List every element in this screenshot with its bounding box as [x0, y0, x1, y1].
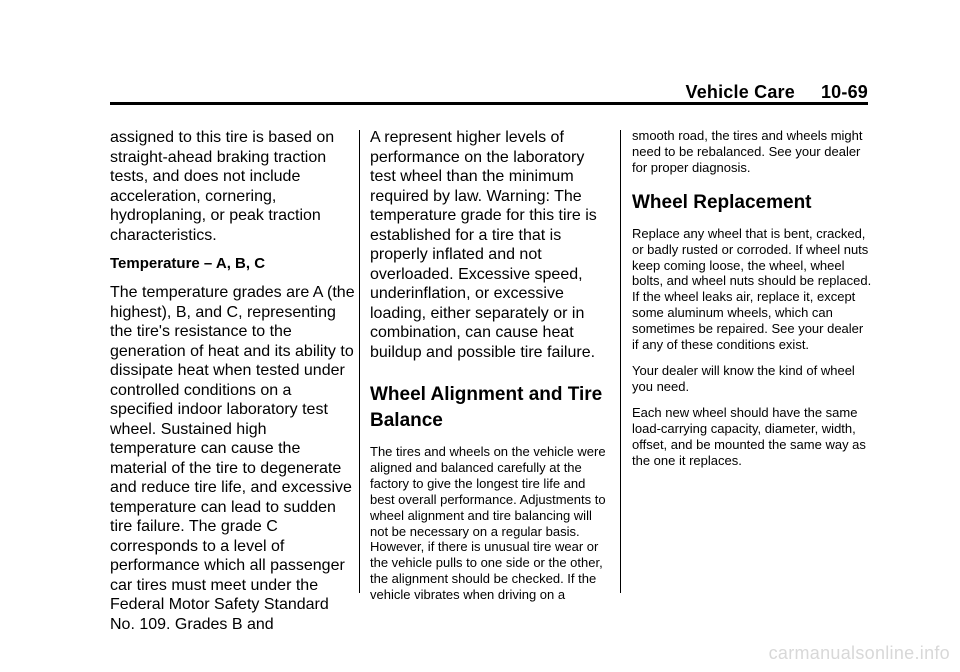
column-3 [632, 128, 872, 478]
paragraph-rebalance: smooth road, the tires and wheels might need to be rebalanced. See your dealer for proper diagnosis. [632, 128, 863, 175]
paragraph-dealer-know: Your dealer will know the kind of wheel you need. [632, 362, 855, 394]
page-number: 10-69 [820, 82, 868, 102]
column-2 [370, 128, 610, 613]
paragraph-replace-wheel: Replace any wheel that is bent, cracked, or badly rusted or corroded. If wheel nuts keep coming loose, the wheel, wheel bolts, and wheel nuts should be replaced. If the wheel leaks air, replace it, except some aluminum wheels, which can sometimes be repaired. See your dealer if any of these conditions exist. [632, 225, 872, 353]
watermark: carmanualsonline.info [768, 643, 950, 663]
column-1 [110, 128, 355, 643]
paragraph-traction-continued: assigned to this tire is based on straight-ahead braking traction tests, and does not include acceleration, cornering, hydroplaning, or peak traction characteristics. [110, 129, 335, 244]
paragraph-temperature-continued: A represent higher levels of performance on the laboratory test wheel than the minimum required by law. Warning: The temperature grade for this tire is established for a tire that is properly inflated and not overloaded. Excessive speed, underinflation, or excessive loading, either separately or in combination, can cause heat buildup and possible tire failure. [370, 129, 597, 361]
paragraph-new-wheel: Each new wheel should have the same load-carrying capacity, diameter, width, offset, and be mounted the same way as the one it replaces. [632, 404, 866, 468]
header-rule [110, 102, 868, 105]
section-title: Vehicle Care [685, 82, 795, 102]
heading-wheel-alignment: Wheel Alignment and Tire Balance [370, 384, 603, 431]
column-divider-1 [359, 130, 360, 593]
subheading-temperature: Temperature – A, B, C [110, 255, 266, 272]
column-divider-2 [620, 130, 621, 593]
paragraph-wheel-alignment: The tires and wheels on the vehicle were aligned and balanced carefully at the factory to give the longest tire life and best overall performance. Adjustments to wheel alignment and tire balancing will not be necessary on a regular basis. However, if there is unusual tire wear or the vehicle pulls to one side or the other, the alignment should be checked. If the vehicle vibrates when driving on a [370, 444, 606, 603]
running-header [685, 82, 868, 103]
heading-wheel-replacement: Wheel Replacement [632, 191, 812, 213]
paragraph-temperature-grades: The temperature grades are A (the highest), B, and C, representing the tire's resistance to the generation of heat and its ability to dissipate heat when tested under controlled conditions on a specified indoor laboratory test wheel. Sustained high temperature can cause the material of the tire to degenerate and reduce tire life, and excessive temperature can lead to sudden tire failure. The grade C corresponds to a level of performance which all passenger car tires must meet under the Federal Motor Safety Standard No. 109. Grades B and [110, 284, 355, 633]
